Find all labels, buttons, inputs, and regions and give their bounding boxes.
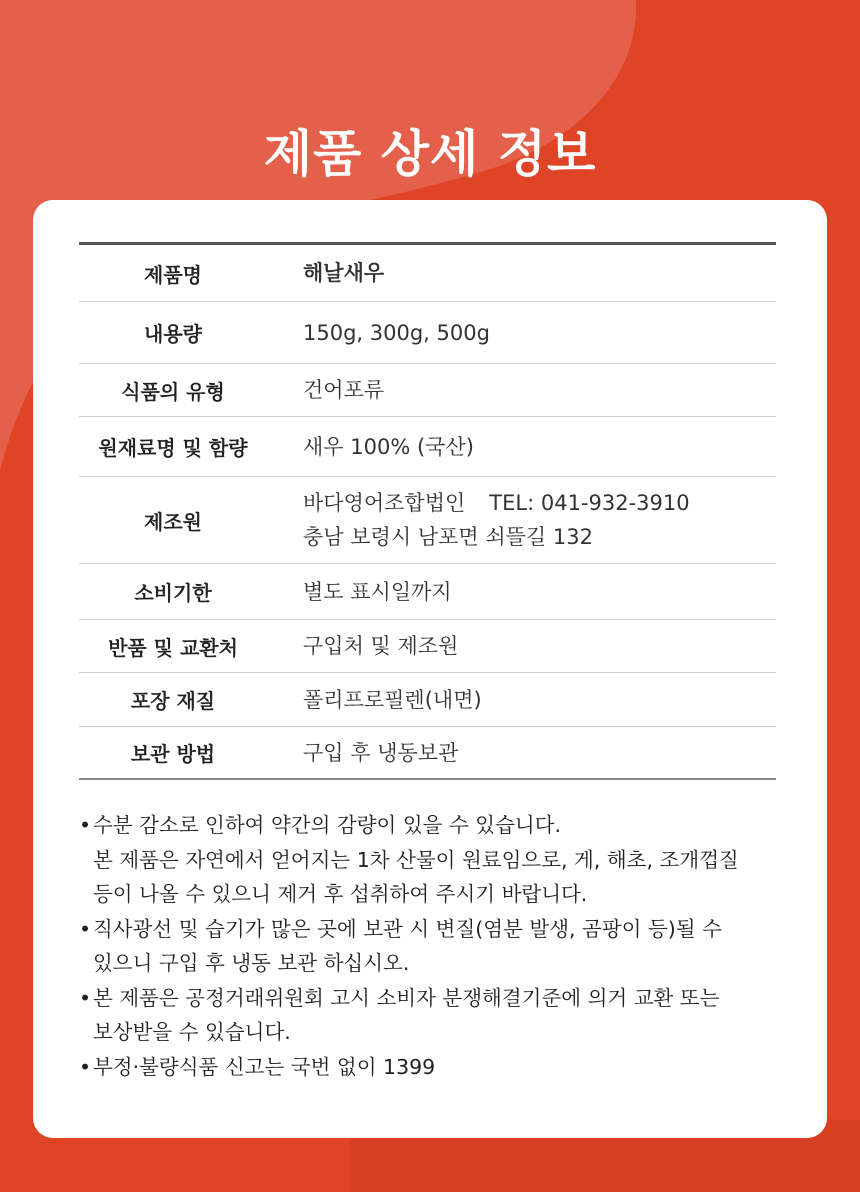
- row-label: 반품 및 교환처: [108, 635, 238, 660]
- bullet-icon: •: [79, 985, 92, 1010]
- notice-line: 본 제품은 공정거래위원회 고시 소비자 분쟁해결기준에 의거 교환 또는: [93, 985, 720, 1010]
- row-value: 별도 표시일까지: [303, 579, 452, 604]
- notice-line: 부정·불량식품 신고는 국번 없이 1399: [93, 1054, 436, 1079]
- row-label: 내용량: [144, 322, 202, 346]
- row-value: [267, 486, 776, 554]
- row-label: 원재료명 및 함량: [98, 436, 248, 460]
- product-info-card: [33, 200, 827, 1138]
- bullet-icon: •: [79, 813, 92, 837]
- manufacturer-name: 바다영어조합법인: [303, 491, 466, 515]
- row-label: 소비기한: [134, 581, 212, 605]
- notice-line: 등이 나올 수 있으니 제거 후 섭취하여 주시기 바랍니다.: [93, 882, 588, 906]
- table-row: [79, 727, 776, 778]
- row-label: 제품명: [144, 262, 202, 287]
- table-row: [79, 620, 776, 673]
- bullet-icon: •: [79, 1054, 92, 1079]
- table-row: [79, 417, 776, 477]
- bullet-icon: •: [79, 916, 92, 941]
- notice-line: 있으니 구입 후 냉동 보관 하십시오.: [93, 951, 410, 975]
- manufacturer-address: 충남 보령시 남포면 쇠뜰길 132: [303, 525, 593, 549]
- table-row: [79, 364, 776, 417]
- notice-line: 본 제품은 자연에서 얻어지는 1차 산물이 원료임으로, 게, 해초, 조개껍질: [93, 847, 739, 872]
- notice-item: [79, 1050, 799, 1085]
- manufacturer-tel: TEL: 041-932-3910: [489, 491, 690, 515]
- row-value: 150g, 300g, 500g: [303, 320, 490, 345]
- spec-table: [79, 242, 776, 780]
- row-label: 보관 방법: [130, 742, 216, 766]
- notice-line: 수분 감소로 인하여 약간의 감량이 있을 수 있습니다.: [93, 813, 561, 837]
- row-value: 구입처 및 제조원: [303, 634, 459, 658]
- notice-item: [79, 912, 799, 981]
- table-row: [79, 245, 776, 302]
- table-row: [79, 564, 776, 620]
- row-value: 건어포류: [303, 378, 385, 402]
- row-label: 포장 재질: [130, 689, 216, 713]
- row-value: 새우 100% (국산): [303, 434, 474, 459]
- row-value: 구입 후 냉동보관: [303, 740, 459, 765]
- table-row: [79, 673, 776, 727]
- row-value: 폴리프로필렌(내면): [303, 687, 482, 712]
- notice-item: [79, 808, 799, 912]
- notice-line: 직사광선 및 습기가 많은 곳에 보관 시 변질(염분 발생, 곰팡이 등)될 수: [93, 916, 722, 941]
- page-title: 제품 상세 정보: [263, 124, 597, 183]
- table-row: [79, 477, 776, 564]
- row-value: 해날새우: [303, 261, 385, 285]
- row-label: 제조원: [144, 509, 202, 534]
- notice-list: [79, 808, 799, 1084]
- table-row: [79, 302, 776, 364]
- notice-line: 보상받을 수 있습니다.: [93, 1020, 291, 1044]
- notice-item: [79, 981, 799, 1050]
- row-label: 식품의 유형: [121, 379, 225, 404]
